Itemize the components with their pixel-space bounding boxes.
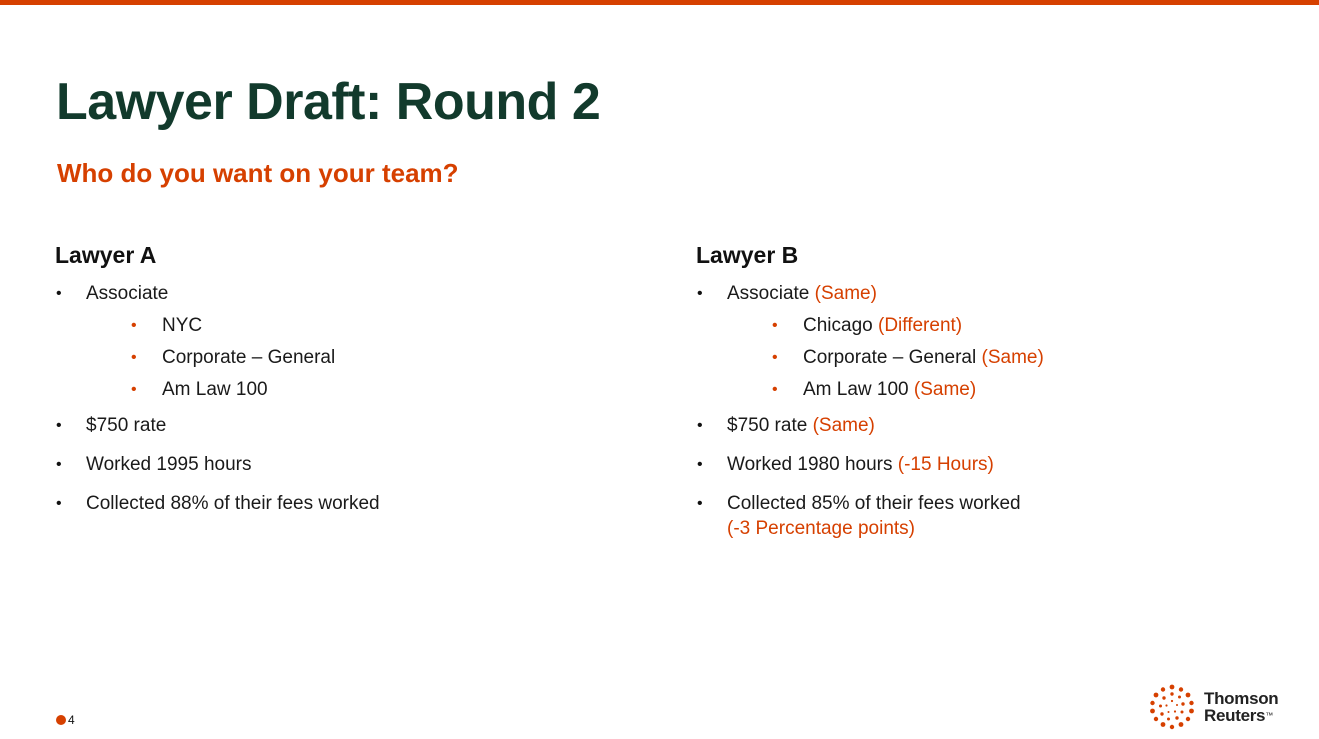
lawyer-a-collected: • Collected 88% of their fees worked: [55, 491, 615, 516]
lawyer-a-hours: • Worked 1995 hours: [55, 452, 615, 477]
lawyer-a-role: Associate: [86, 283, 169, 304]
lawyer-b-role-item: [696, 281, 1256, 402]
logo-line-1: Thomson: [1204, 689, 1279, 708]
dotted-circle-logo-icon: [1148, 683, 1196, 731]
lawyer-b-rate: $750 rate: [727, 415, 808, 436]
lawyer-b-practice: Corporate – General: [803, 347, 977, 368]
page-dot-icon: [56, 715, 66, 725]
lawyer-b-role: Associate: [727, 283, 810, 304]
lawyer-b-heading: Lawyer B: [696, 242, 799, 268]
lawyer-b-firm-tier: Am Law 100: [803, 379, 909, 400]
slide-subtitle: Who do you want on your team?: [57, 158, 459, 188]
lawyer-a-heading: Lawyer A: [55, 242, 157, 268]
lawyer-b-firm-tier-item: [727, 377, 1256, 402]
page-number: [56, 713, 75, 727]
lawyer-b-practice-item: [727, 345, 1256, 370]
lawyer-a-list: [55, 281, 615, 516]
lawyer-b-location-note: (Different): [878, 315, 963, 336]
lawyer-b-collected: Collected 85% of their fees worked: [727, 493, 1021, 514]
lawyer-b-hours-item: [696, 452, 1256, 477]
lawyer-b-sublist: [727, 313, 1256, 402]
logo-line-2: Reuters: [1204, 706, 1266, 725]
lawyer-b-firm-tier-note: (Same): [913, 379, 977, 400]
page-number-text: 4: [68, 713, 75, 727]
lawyer-b-collected-note: (-3 Percentage points): [727, 518, 915, 539]
lawyer-a-sublist: [86, 313, 615, 402]
lawyer-b-location-item: [727, 313, 1256, 338]
lawyer-a-firm-tier: • Am Law 100: [86, 377, 615, 402]
lawyer-b-location: Chicago: [803, 315, 873, 336]
lawyer-a-column: [55, 240, 615, 530]
lawyer-b-practice-note: (Same): [981, 347, 1044, 368]
lawyer-b-list: [696, 281, 1256, 541]
lawyer-b-hours: Worked 1980 hours: [727, 454, 893, 475]
slide-title: Lawyer Draft: Round 2: [56, 73, 601, 131]
lawyer-b-collected-item: [696, 491, 1256, 541]
lawyer-b-role-note: (Same): [814, 283, 877, 304]
logo-wordmark: [1204, 690, 1278, 724]
lawyer-a-rate: • $750 rate: [55, 413, 615, 438]
lawyer-b-rate-item: [696, 413, 1256, 438]
logo-trademark: ™: [1265, 711, 1273, 720]
thomson-reuters-logo: [1148, 683, 1278, 731]
logo-line-2-wrap: [1204, 707, 1278, 724]
lawyer-a-practice: • Corporate – General: [86, 345, 615, 370]
lawyer-b-rate-note: (Same): [812, 415, 875, 436]
lawyer-a-role-item: [55, 281, 615, 402]
lawyer-b-column: [696, 240, 1256, 555]
lawyer-a-location: • NYC: [86, 313, 615, 338]
lawyer-b-hours-note: (-15 Hours): [897, 454, 994, 475]
top-accent-bar: [0, 0, 1319, 5]
